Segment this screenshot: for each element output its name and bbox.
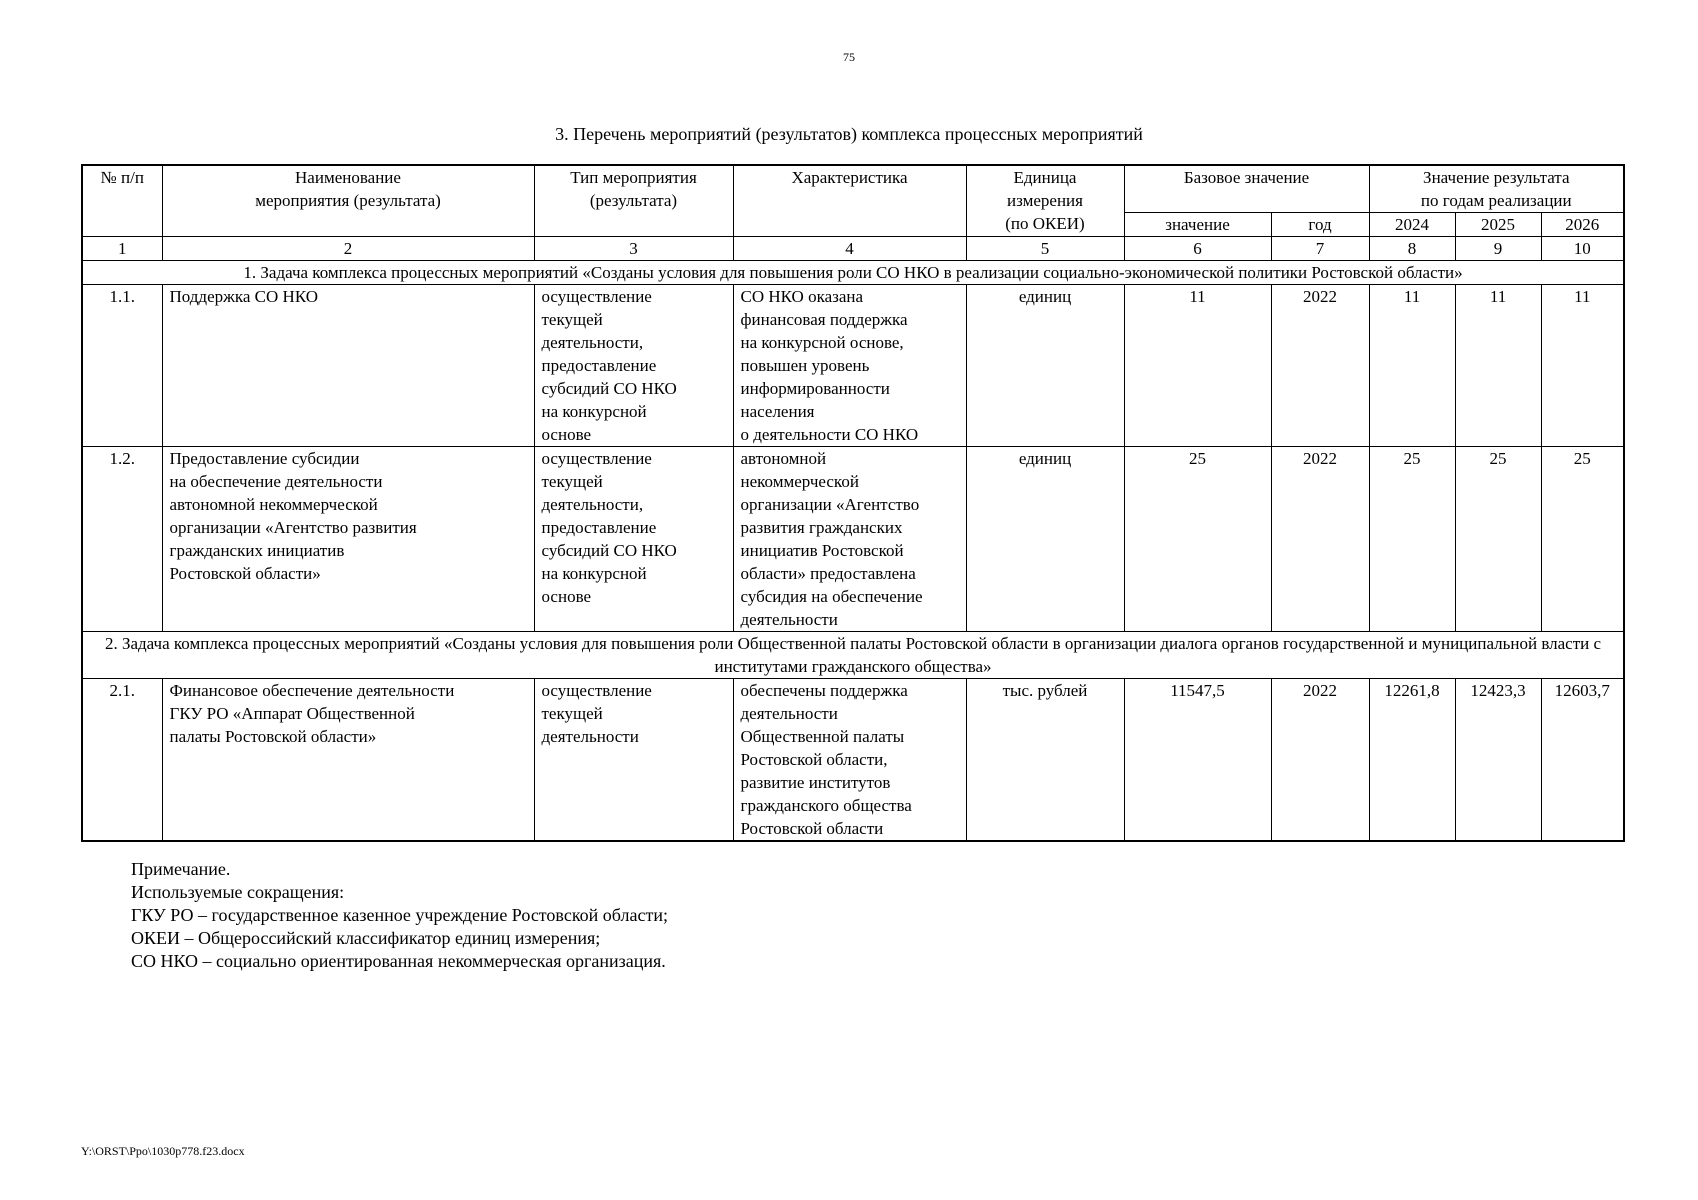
row-value-2026: 25	[1541, 447, 1624, 632]
row-base-value: 25	[1124, 447, 1271, 632]
header-base-value: значение	[1124, 213, 1271, 237]
row-value-2025: 12423,3	[1455, 679, 1541, 842]
header-name: Наименование мероприятия (результата)	[162, 165, 534, 237]
notes-block	[131, 858, 668, 973]
row-unit: единиц	[966, 285, 1124, 447]
row-value-2026: 11	[1541, 285, 1624, 447]
row-type: осуществление текущей деятельности, предоставление субсидий СО НКО на конкурсной основе	[534, 285, 733, 447]
header-base: Базовое значение	[1124, 165, 1369, 213]
col-number: 9	[1455, 237, 1541, 261]
row-value-2024: 25	[1369, 447, 1455, 632]
row-value-2024: 12261,8	[1369, 679, 1455, 842]
task-1-heading: 1. Задача комплекса процессных мероприятий «Созданы условия для повышения роли СО НКО в реализации социально-экономической политики Ростовской области»	[82, 261, 1624, 285]
row-num: 2.1.	[82, 679, 162, 842]
col-number: 3	[534, 237, 733, 261]
row-value-2025: 25	[1455, 447, 1541, 632]
row-value-2025: 11	[1455, 285, 1541, 447]
col-number: 5	[966, 237, 1124, 261]
note-line: ГКУ РО – государственное казенное учреждение Ростовской области;	[131, 905, 668, 925]
document-title: 3. Перечень мероприятий (результатов) комплекса процессных мероприятий	[555, 124, 1143, 144]
row-name: Финансовое обеспечение деятельности ГКУ РО «Аппарат Общественной палаты Ростовской области»	[162, 679, 534, 842]
task-row	[82, 632, 1624, 679]
col-number: 6	[1124, 237, 1271, 261]
row-characteristic: СО НКО оказана финансовая поддержка на конкурсной основе, повышен уровень информированности населения о деятельности СО НКО	[733, 285, 966, 447]
row-base-year: 2022	[1271, 679, 1369, 842]
col-number: 10	[1541, 237, 1624, 261]
header-2024: 2024	[1369, 213, 1455, 237]
note-line: Примечание.	[131, 859, 231, 879]
row-base-value: 11	[1124, 285, 1271, 447]
row-characteristic: обеспечены поддержка деятельности Общественной палаты Ростовской области, развитие институтов гражданского общества Ростовской области	[733, 679, 966, 842]
table-row	[82, 285, 1624, 447]
page-number: 75	[843, 50, 855, 64]
column-numbers-row	[82, 237, 1624, 261]
row-base-year: 2022	[1271, 447, 1369, 632]
header-result: Значение результата по годам реализации	[1369, 165, 1624, 213]
row-unit: тыс. рублей	[966, 679, 1124, 842]
row-base-year: 2022	[1271, 285, 1369, 447]
row-type: осуществление текущей деятельности	[534, 679, 733, 842]
footer-file-path: Y:\ORST\Ppo\1030p778.f23.docx	[81, 1144, 245, 1158]
note-line: ОКЕИ – Общероссийский классификатор единиц измерения;	[131, 928, 601, 948]
row-name: Предоставление субсидии на обеспечение деятельности автономной некоммерческой организации «Агентство развития гражданских инициатив Ростовской области»	[162, 447, 534, 632]
header-unit: Единица измерения (по ОКЕИ)	[966, 165, 1124, 237]
col-number: 1	[82, 237, 162, 261]
measures-table	[81, 164, 1625, 842]
col-number: 2	[162, 237, 534, 261]
header-2026: 2026	[1541, 213, 1624, 237]
row-characteristic: автономной некоммерческой организации «Агентство развития гражданских инициатив Ростовской области» предоставлена субсидия на обеспечение деятельности	[733, 447, 966, 632]
col-number: 8	[1369, 237, 1455, 261]
header-characteristic: Характеристика	[733, 165, 966, 237]
row-value-2026: 12603,7	[1541, 679, 1624, 842]
row-type: осуществление текущей деятельности, предоставление субсидий СО НКО на конкурсной основе	[534, 447, 733, 632]
note-line: СО НКО – социально ориентированная некоммерческая организация.	[131, 951, 666, 971]
col-number: 4	[733, 237, 966, 261]
row-base-value: 11547,5	[1124, 679, 1271, 842]
header-2025: 2025	[1455, 213, 1541, 237]
table-row	[82, 447, 1624, 632]
task-row	[82, 261, 1624, 285]
note-line: Используемые сокращения:	[131, 882, 345, 902]
table-row	[82, 679, 1624, 842]
header-type: Тип мероприятия (результата)	[534, 165, 733, 237]
col-number: 7	[1271, 237, 1369, 261]
row-name: Поддержка СО НКО	[162, 285, 534, 447]
header-num: № п/п	[82, 165, 162, 237]
row-unit: единиц	[966, 447, 1124, 632]
task-2-heading: 2. Задача комплекса процессных мероприятий «Созданы условия для повышения роли Общественной палаты Ростовской области в организации диалога органов государственной и муниципальной власти с институтами гражданского общества»	[82, 632, 1624, 679]
row-num: 1.2.	[82, 447, 162, 632]
header-base-year: год	[1271, 213, 1369, 237]
row-value-2024: 11	[1369, 285, 1455, 447]
row-num: 1.1.	[82, 285, 162, 447]
